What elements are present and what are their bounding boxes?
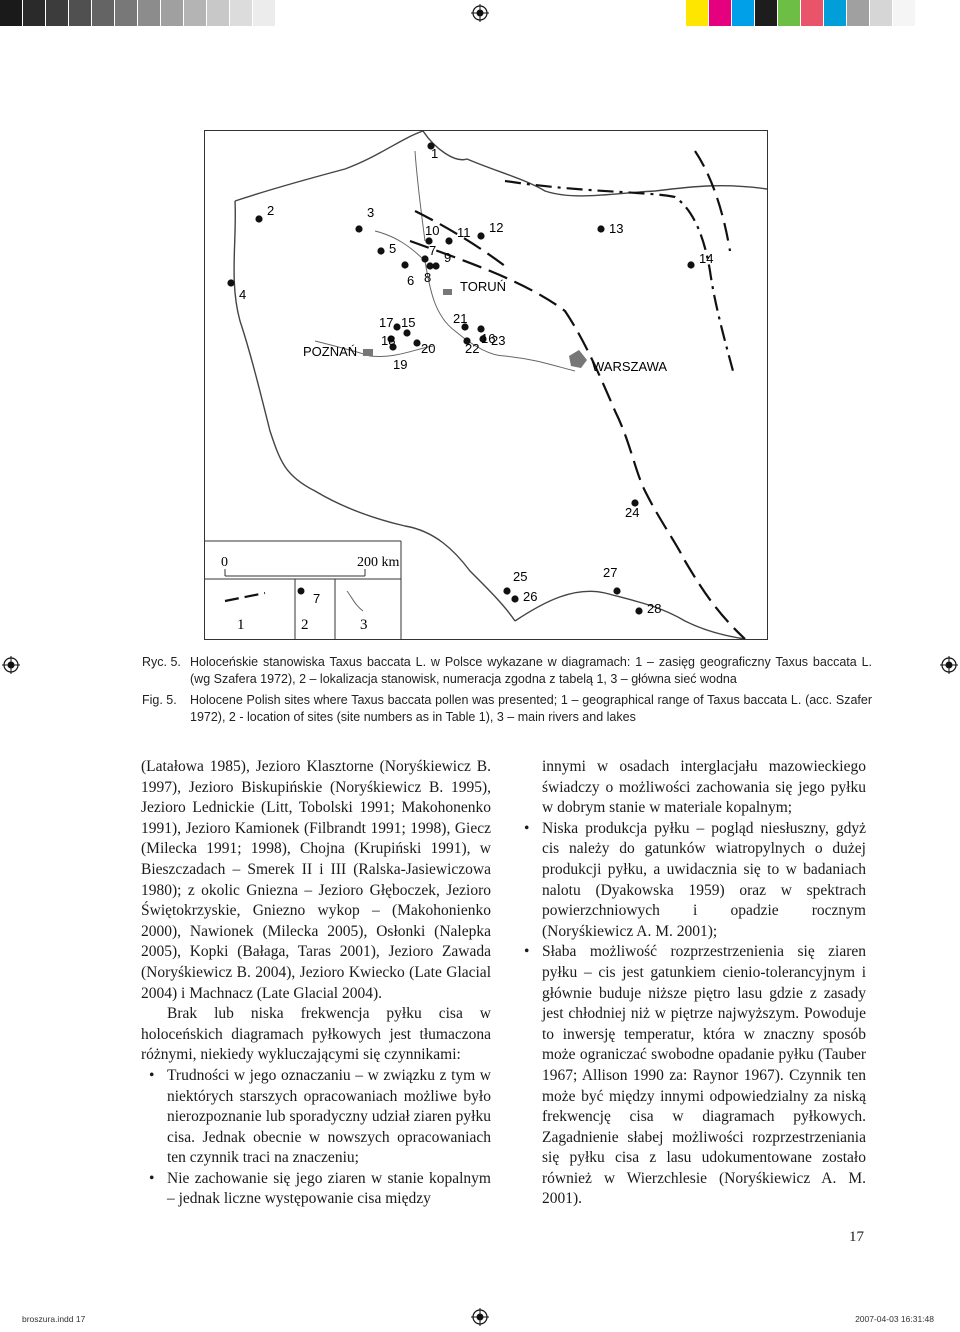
- bullet-list: [516, 819, 866, 1210]
- legend-number-2: 2: [301, 617, 309, 633]
- site-label: 24: [625, 505, 640, 520]
- torun-label: TORUŃ: [460, 279, 506, 294]
- site-label: 16: [481, 331, 496, 346]
- color-swatch: [0, 0, 23, 26]
- site-label: 8: [424, 270, 432, 285]
- color-swatch: [69, 0, 92, 26]
- registration-mark-icon: [940, 656, 958, 674]
- site-marker: [403, 329, 410, 336]
- site-label: 20: [421, 341, 436, 356]
- site-label: 25: [513, 569, 528, 584]
- color-swatch: [686, 0, 709, 26]
- warszawa-label: WARSZAWA: [592, 359, 668, 374]
- site-label: 26: [523, 589, 538, 604]
- site-label: 22: [465, 341, 480, 356]
- site-label: 19: [393, 357, 408, 372]
- range-line: [505, 181, 733, 371]
- site-label: 27: [603, 565, 618, 580]
- color-swatch: [161, 0, 184, 26]
- footer-timestamp: 2007-04-03 16:31:48: [855, 1314, 934, 1324]
- color-swatch: [46, 0, 69, 26]
- site-labels: [239, 146, 713, 616]
- site-label: 13: [609, 221, 624, 236]
- legend-river-symbol: [347, 591, 363, 611]
- site-marker: [503, 587, 510, 594]
- color-swatch: [847, 0, 870, 26]
- legend-site-example: 7: [313, 591, 321, 606]
- site-marker: [421, 255, 428, 262]
- registration-mark-icon: [2, 656, 20, 674]
- site-marker: [511, 595, 518, 602]
- color-swatch: [801, 0, 824, 26]
- site-marker: [227, 279, 234, 286]
- site-marker: [355, 225, 362, 232]
- bullet-item: • Niska produkcja pyłku – pogląd niesłuszny, gdyż cis należy do gatunków wiatropylnych o dużej produkcji pyłku, a uwidacznia się to w badaniach nalotu (Dyakowska 1959) oraz w spektrach powierzchniowych i opadzie rocznym (Noryśkiewicz A. M. 2001);: [516, 819, 866, 943]
- color-swatch: [115, 0, 138, 26]
- scale-km: 200 km: [357, 555, 400, 570]
- site-label: 14: [699, 251, 714, 266]
- color-swatch: [230, 0, 253, 26]
- site-label: 1: [431, 146, 439, 161]
- legend-site-symbol: [298, 588, 305, 595]
- bullet-item: • Trudności w jego oznaczaniu – w związku z tym w niektórych starszych opracowaniach możliwe było nierozpoznanie lub sporadyczny udział ziaren pyłku cisa. Jednak obecnie w nowszych opracowaniach ten czynnik traci na znaczeniu;: [141, 1066, 491, 1169]
- right-column: [516, 757, 866, 1210]
- site-label: 5: [389, 241, 397, 256]
- poznan-city-icon: [363, 349, 373, 356]
- site-label: 23: [491, 333, 506, 348]
- site-marker: [432, 262, 439, 269]
- footer-file: broszura.indd 17: [22, 1314, 86, 1324]
- color-swatch: [870, 0, 893, 26]
- warszawa-city-icon: [569, 350, 587, 368]
- site-marker: [597, 225, 604, 232]
- site-label: 2: [267, 203, 275, 218]
- legend-range-symbol: [225, 593, 265, 601]
- color-swatch: [92, 0, 115, 26]
- left-column: [141, 757, 491, 1210]
- range-line: [410, 241, 745, 639]
- color-swatch: [207, 0, 230, 26]
- caption-en-label: Fig. 5.: [142, 693, 177, 707]
- site-marker: [377, 247, 384, 254]
- site-label: 11: [457, 225, 471, 240]
- bullet-item: • Nie zachowanie się jego ziaren w stanie kopalnym – jednak liczne występowanie cisa między: [141, 1169, 491, 1210]
- bullet-continuation: innymi w osadach interglacjału mazowieckiego świadczy o możliwości zachowania się jego pyłku w dobrym stanie w materiale kopalnym;: [542, 758, 866, 817]
- registration-mark-icon: [471, 1308, 489, 1326]
- site-marker: [401, 261, 408, 268]
- color-swatch: [732, 0, 755, 26]
- color-swatch: [916, 0, 939, 26]
- site-label: 21: [453, 311, 468, 326]
- color-swatch: [253, 0, 276, 26]
- color-swatch: [709, 0, 732, 26]
- page-number: 17: [849, 1229, 864, 1245]
- bullet-list: [141, 1066, 491, 1210]
- site-label: 12: [489, 220, 504, 235]
- site-label: 28: [647, 601, 662, 616]
- map-figure: [204, 130, 768, 640]
- site-marker: [393, 323, 400, 330]
- site-label: 4: [239, 287, 247, 302]
- color-swatch: [755, 0, 778, 26]
- site-label: 7: [429, 243, 437, 258]
- bullet-item: • Słaba możliwość rozprzestrzenienia się ziaren pyłku – cis jest gatunkiem cienio-tolerancyjnym i głównie buduje niższe piętro lasu gdzie z zasady jest chłodniej niż w piętrze najwyższym. Powoduje to inwersję temperatur, która w znaczny sposób może ograniczać swobodne opadanie pyłku (Tauber 1967; Allison 1990 za: Raynor 1967). Czynnik ten może być między innymi odpowiedzialny za niską frekwencję cisa w diagramach pyłkowych. Zagadnienie słabej możliwości rozprzestrzeniania się pyłku cisa z lasu udokumentowane zostało również w Wierzchlesie (Noryśkiewicz A. M. 2001).: [516, 942, 866, 1210]
- site-label: 10: [425, 223, 440, 238]
- printer-colorbar-left: [0, 0, 276, 26]
- site-marker: [635, 607, 642, 614]
- caption-en-text: Holocene Polish sites where Taxus baccata pollen was presented; 1 – geographical range of Taxus baccata L. (acc. Szafer 1972), 2 - location of sites (site numbers as in Table 1), 3 – main rivers and lakes: [190, 693, 872, 724]
- printer-colorbar-right: [686, 0, 939, 26]
- site-marker: [445, 237, 452, 244]
- legend-number-3: 3: [360, 617, 368, 633]
- caption-pl-text: Holoceńskie stanowiska Taxus baccata L. w Polsce wykazane w diagramach: 1 – zasięg geograficzny Taxus baccata L. (wg Szafera 1972), 2 – lokalizacja stanowisk, numeracja zgodna z tabelą 1, 3 – główna sieć wodna: [190, 655, 872, 686]
- site-label: 9: [444, 250, 452, 265]
- site-marker: [255, 215, 262, 222]
- site-marker: [613, 587, 620, 594]
- poznan-label: POZNAŃ: [303, 344, 358, 359]
- site-label: 15: [401, 315, 416, 330]
- caption-pl-label: Ryc. 5.: [142, 655, 181, 669]
- body-paragraph: (Latałowa 1985), Jezioro Klasztorne (Noryśkiewicz B. 1997), Jezioro Biskupińskie (Noryśkiewicz B. 1995), Jezioro Lednickie (Litt, Tobolski 1991; Makohonenko 1991), Jezioro Kamionek (Filbrandt 1991; 1998), Giecz (Milecka 1991; 1998), Chojna (Krupiński 1991), w Bieszczadach – Smerek II i III (Ralska-Jasiewiczowa 1980); z okolic Gniezna – Jezioro Głęboczek, Jezioro Świętokrzyskie, Gniezno wykop – (Makohonienko 2000), Nawionek (Milecka 2005), Osłonki (Nalepka 2005), Kopki (Bałaga, Taras 2001), Jezioro Zawada (Noryśkiewicz B. 2004), Jezioro Kwiecko (Late Glacial 2004) i Machnacz (Late Glacial 2004).: [141, 758, 491, 1002]
- site-label: 17: [379, 315, 394, 330]
- site-marker: [413, 339, 420, 346]
- color-swatch: [138, 0, 161, 26]
- color-swatch: [824, 0, 847, 26]
- site-marker: [477, 232, 484, 239]
- site-marker: [687, 261, 694, 268]
- color-swatch: [23, 0, 46, 26]
- site-label: 6: [407, 273, 415, 288]
- color-swatch: [893, 0, 916, 26]
- river-line: [415, 151, 425, 241]
- color-swatch: [184, 0, 207, 26]
- site-label: 18: [381, 333, 396, 348]
- torun-city-icon: [443, 289, 452, 295]
- site-label: 3: [367, 205, 375, 220]
- registration-mark-icon: [471, 4, 489, 22]
- scale-zero: 0: [221, 555, 228, 570]
- body-paragraph: Brak lub niska frekwencja pyłku cisa w holoceńskich diagramach pyłkowych jest tłumaczona różnymi, niekiedy wykluczającymi się czynnikami:: [141, 1005, 491, 1064]
- figure-caption: [142, 654, 872, 734]
- legend-number-1: 1: [237, 617, 245, 633]
- color-swatch: [778, 0, 801, 26]
- site-markers: [227, 142, 694, 614]
